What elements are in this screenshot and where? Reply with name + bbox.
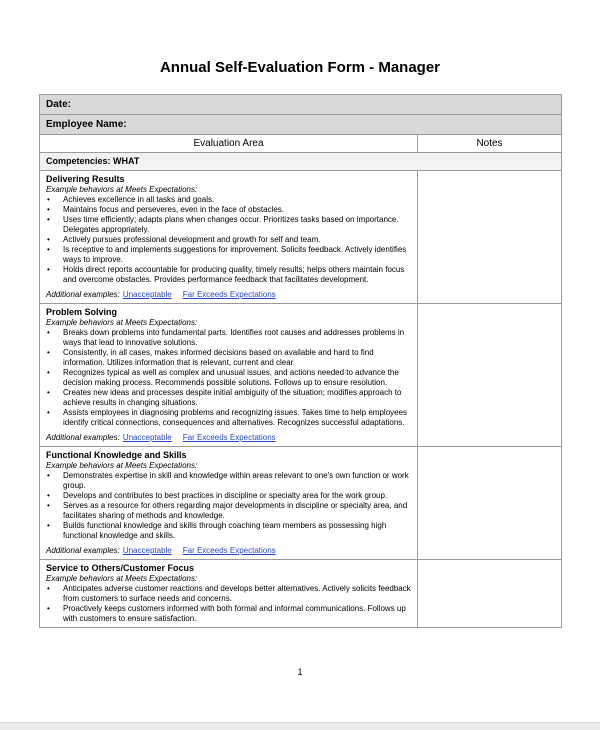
bullet-icon: • (47, 368, 50, 377)
list-item (46, 368, 411, 388)
far-exceeds-link[interactable]: Far Exceeds Expectations (182, 546, 276, 555)
list-item (46, 328, 411, 348)
list-item (46, 471, 411, 491)
bullet-text: Actively pursues professional development and growth for self and team. (63, 235, 321, 244)
evaluation-area-header: Evaluation Area (40, 135, 418, 153)
list-item (46, 235, 411, 245)
list-item (46, 501, 411, 521)
bullet-icon: • (47, 245, 50, 254)
bullet-icon: • (47, 408, 50, 417)
bullet-text: Achieves excellence in all tasks and goals. (63, 195, 215, 204)
bullet-text: Builds functional knowledge and skills through coaching team members as possessing high functional knowledge and skills. (63, 521, 387, 540)
additional-examples-label: Additional examples: (46, 546, 120, 555)
document-title: Annual Self-Evaluation Form - Manager (159, 59, 441, 76)
section-row (40, 447, 562, 560)
additional-examples-label: Additional examples: (46, 290, 120, 299)
bullet-list (46, 584, 411, 624)
page-edge (0, 722, 600, 730)
far-exceeds-link[interactable]: Far Exceeds Expectations (182, 433, 276, 442)
bullet-list (46, 471, 411, 541)
bullet-text: Is receptive to and implements suggestions for improvement. Solicits feedback. Actively identifies ways to improve. (63, 245, 407, 264)
list-item (46, 348, 411, 368)
section-delivering-results (40, 171, 418, 304)
section-subtitle: Example behaviors at Meets Expectations: (46, 185, 198, 194)
evaluation-form-table (39, 94, 562, 628)
column-header-row (40, 135, 562, 153)
bullet-icon: • (47, 584, 50, 593)
list-item (46, 195, 411, 205)
section-title: Service to Others/Customer Focus (46, 563, 195, 573)
competencies-row (40, 153, 562, 171)
section-subtitle: Example behaviors at Meets Expectations: (46, 318, 198, 327)
list-item (46, 215, 411, 235)
bullet-list (46, 195, 411, 285)
bullet-icon: • (47, 388, 50, 397)
list-item (46, 521, 411, 541)
bullet-text: Consistently, in all cases, makes informed decisions based on available and hard to find information. Utilizes information that is relevant, current and clear. (63, 348, 374, 367)
section-subtitle: Example behaviors at Meets Expectations: (46, 574, 198, 583)
additional-examples (46, 546, 411, 556)
section-subtitle: Example behaviors at Meets Expectations: (46, 461, 198, 470)
section-title: Problem Solving (46, 307, 118, 317)
list-item (46, 265, 411, 285)
bullet-text: Holds direct reports accountable for producing quality, timely results; helps others maintain focus and overcome obstacles. Provides performance feedback that facilitates development. (63, 265, 405, 284)
section-row (40, 560, 562, 628)
unacceptable-link[interactable]: Unacceptable (122, 433, 172, 442)
employee-row (40, 115, 562, 135)
bullet-text: Recognizes typical as well as complex and unusual issues, and actions needed to advance the decision making process. Recommends possible solutions. Follows up to ensure resolution. (63, 368, 399, 387)
additional-examples (46, 290, 411, 300)
bullet-text: Breaks down problems into fundamental parts. Identifies root causes and addresses problems in ways that lead to innovative solutions. (63, 328, 405, 347)
bullet-icon: • (47, 215, 50, 224)
section-problem-solving (40, 304, 418, 447)
list-item (46, 584, 411, 604)
date-label[interactable]: Date: (40, 95, 562, 115)
bullet-text: Serves as a resource for others regarding major developments in discipline or specialty area, and facilitates sharing of methods and knowledge. (63, 501, 408, 520)
additional-examples-label: Additional examples: (46, 433, 120, 442)
bullet-icon: • (47, 501, 50, 510)
bullet-icon: • (47, 348, 50, 357)
bullet-text: Creates new ideas and processes despite initial ambiguity of the situation; modifies approach to achieve results in changing situations. (63, 388, 402, 407)
bullet-icon: • (47, 265, 50, 274)
bullet-icon: • (47, 604, 50, 613)
bullet-text: Demonstrates expertise in skill and knowledge within areas relevant to one's own function or work group. (63, 471, 409, 490)
bullet-icon: • (47, 491, 50, 500)
bullet-text: Proactively keeps customers informed with both formal and informal communications. Follows up with customers to ensure satisfaction. (63, 604, 406, 623)
bullet-icon: • (47, 328, 50, 337)
employee-name-label[interactable]: Employee Name: (40, 115, 562, 135)
additional-examples (46, 433, 411, 443)
far-exceeds-link[interactable]: Far Exceeds Expectations (182, 290, 276, 299)
notes-header: Notes (418, 135, 562, 153)
notes-cell[interactable] (418, 560, 562, 628)
bullet-text: Maintains focus and perseveres, even in the face of obstacles. (63, 205, 285, 214)
section-functional-knowledge (40, 447, 418, 560)
bullet-icon: • (47, 235, 50, 244)
list-item (46, 408, 411, 428)
date-row (40, 95, 562, 115)
bullet-icon: • (47, 205, 50, 214)
list-item (46, 491, 411, 501)
notes-cell[interactable] (418, 304, 562, 447)
bullet-list (46, 328, 411, 428)
bullet-text: Uses time efficiently; adapts plans when changes occur. Prioritizes tasks based on importance. Delegates appropriately. (63, 215, 399, 234)
section-row (40, 304, 562, 447)
list-item (46, 205, 411, 215)
notes-cell[interactable] (418, 171, 562, 304)
list-item (46, 245, 411, 265)
bullet-icon: • (47, 471, 50, 480)
section-title: Delivering Results (46, 174, 125, 184)
bullet-icon: • (47, 195, 50, 204)
bullet-text: Anticipates adverse customer reactions and develops better alternatives. Actively solicits feedback from customers to surface needs and concerns. (63, 584, 411, 603)
unacceptable-link[interactable]: Unacceptable (122, 290, 172, 299)
section-customer-focus (40, 560, 418, 628)
competencies-label: Competencies: WHAT (40, 153, 562, 171)
bullet-text: Develops and contributes to best practices in discipline or specialty area for the work group. (63, 491, 388, 500)
section-title: Functional Knowledge and Skills (46, 450, 187, 460)
list-item (46, 604, 411, 624)
notes-cell[interactable] (418, 447, 562, 560)
bullet-icon: • (47, 521, 50, 530)
unacceptable-link[interactable]: Unacceptable (122, 546, 172, 555)
section-row (40, 171, 562, 304)
page-number: 1 (297, 667, 303, 677)
list-item (46, 388, 411, 408)
bullet-text: Assists employees in diagnosing problems and recognizing issues. Takes time to help employees identify critical connections, consequences and alternatives. Recognizes successful adaptations. (63, 408, 408, 427)
